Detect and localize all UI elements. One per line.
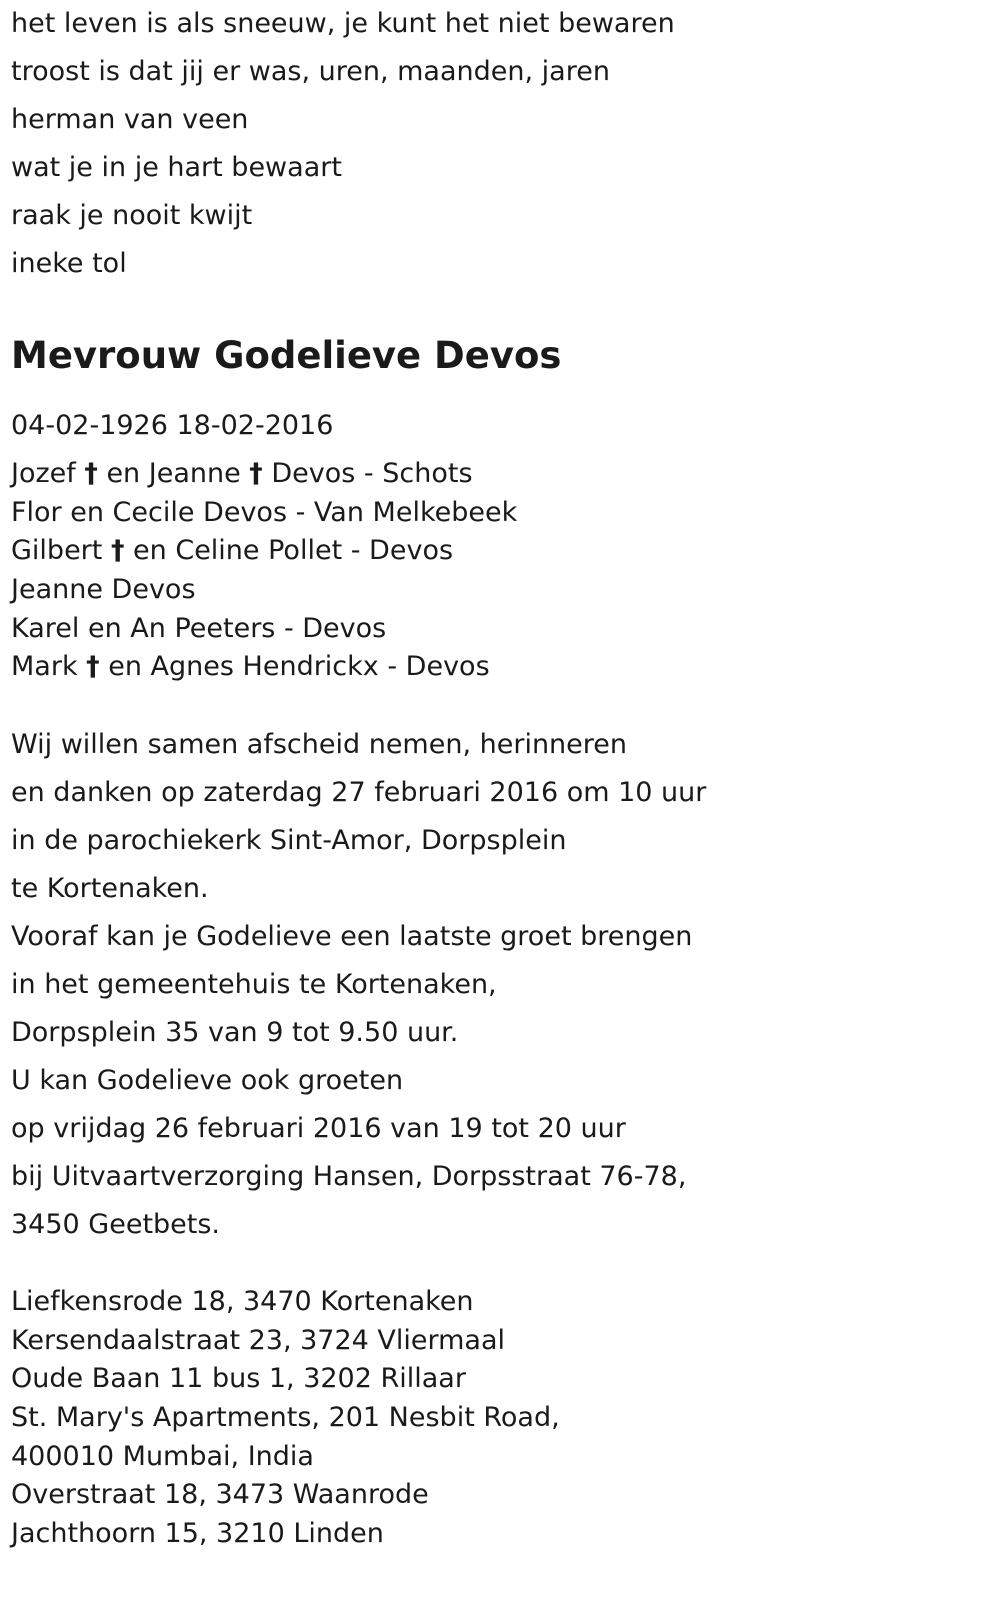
- cross-icon: †: [110, 535, 125, 566]
- family-name: Devos - Schots: [262, 458, 473, 489]
- ceremony-line: en danken op zaterdag 27 februari 2016 om 10 uur: [11, 777, 707, 808]
- family-name: en Agnes Hendrickx - Devos: [99, 651, 490, 682]
- family-line: Karel en An Peeters - Devos: [11, 613, 387, 644]
- quote-line: raak je nooit kwijt: [11, 200, 253, 231]
- address-line: St. Mary's Apartments, 201 Nesbit Road,: [11, 1402, 560, 1433]
- ceremony-line: Wij willen samen afscheid nemen, herinneren: [11, 729, 628, 760]
- address-line: Jachthoorn 15, 3210 Linden: [11, 1518, 384, 1549]
- life-dates: 04-02-1926 18-02-2016: [11, 410, 334, 441]
- ceremony-line: in het gemeentehuis te Kortenaken,: [11, 969, 497, 1000]
- quote-author: ineke tol: [11, 248, 127, 279]
- family-line: Flor en Cecile Devos - Van Melkebeek: [11, 497, 518, 528]
- ceremony-line: te Kortenaken.: [11, 873, 209, 904]
- family-line: Jeanne Devos: [11, 574, 196, 605]
- ceremony-line: bij Uitvaartverzorging Hansen, Dorpsstraat 76-78,: [11, 1161, 687, 1192]
- ceremony-line: in de parochiekerk Sint-Amor, Dorpsplein: [11, 825, 567, 856]
- quote-author: herman van veen: [11, 104, 249, 135]
- address-line: Oude Baan 11 bus 1, 3202 Rillaar: [11, 1363, 466, 1394]
- family-line: [11, 651, 490, 683]
- family-name: Mark: [11, 651, 87, 682]
- family-name: Jozef: [11, 458, 85, 489]
- ceremony-line: 3450 Geetbets.: [11, 1209, 221, 1240]
- family-name: Gilbert: [11, 535, 111, 566]
- quote-line: wat je in je hart bewaart: [11, 152, 342, 183]
- cross-icon: †: [249, 458, 263, 489]
- family-line: [11, 458, 473, 490]
- family-name: en Jeanne: [97, 458, 250, 489]
- ceremony-line: Vooraf kan je Godelieve een laatste groet brengen: [11, 921, 693, 952]
- quote-line: troost is dat jij er was, uren, maanden, jaren: [11, 56, 610, 87]
- address-line: Overstraat 18, 3473 Waanrode: [11, 1479, 429, 1510]
- address-line: Liefkensrode 18, 3470 Kortenaken: [11, 1286, 474, 1317]
- family-name: en Celine Pollet - Devos: [124, 535, 454, 566]
- address-line: Kersendaalstraat 23, 3724 Vliermaal: [11, 1325, 506, 1356]
- deceased-name: Mevrouw Godelieve Devos: [11, 334, 562, 377]
- quote-line: het leven is als sneeuw, je kunt het niet bewaren: [11, 8, 675, 39]
- family-line: [11, 535, 453, 567]
- ceremony-line: Dorpsplein 35 van 9 tot 9.50 uur.: [11, 1017, 459, 1048]
- address-line: 400010 Mumbai, India: [11, 1441, 314, 1472]
- cross-icon: †: [86, 651, 100, 682]
- ceremony-line: op vrijdag 26 februari 2016 van 19 tot 20 uur: [11, 1113, 626, 1144]
- cross-icon: †: [84, 458, 98, 489]
- ceremony-line: U kan Godelieve ook groeten: [11, 1065, 404, 1096]
